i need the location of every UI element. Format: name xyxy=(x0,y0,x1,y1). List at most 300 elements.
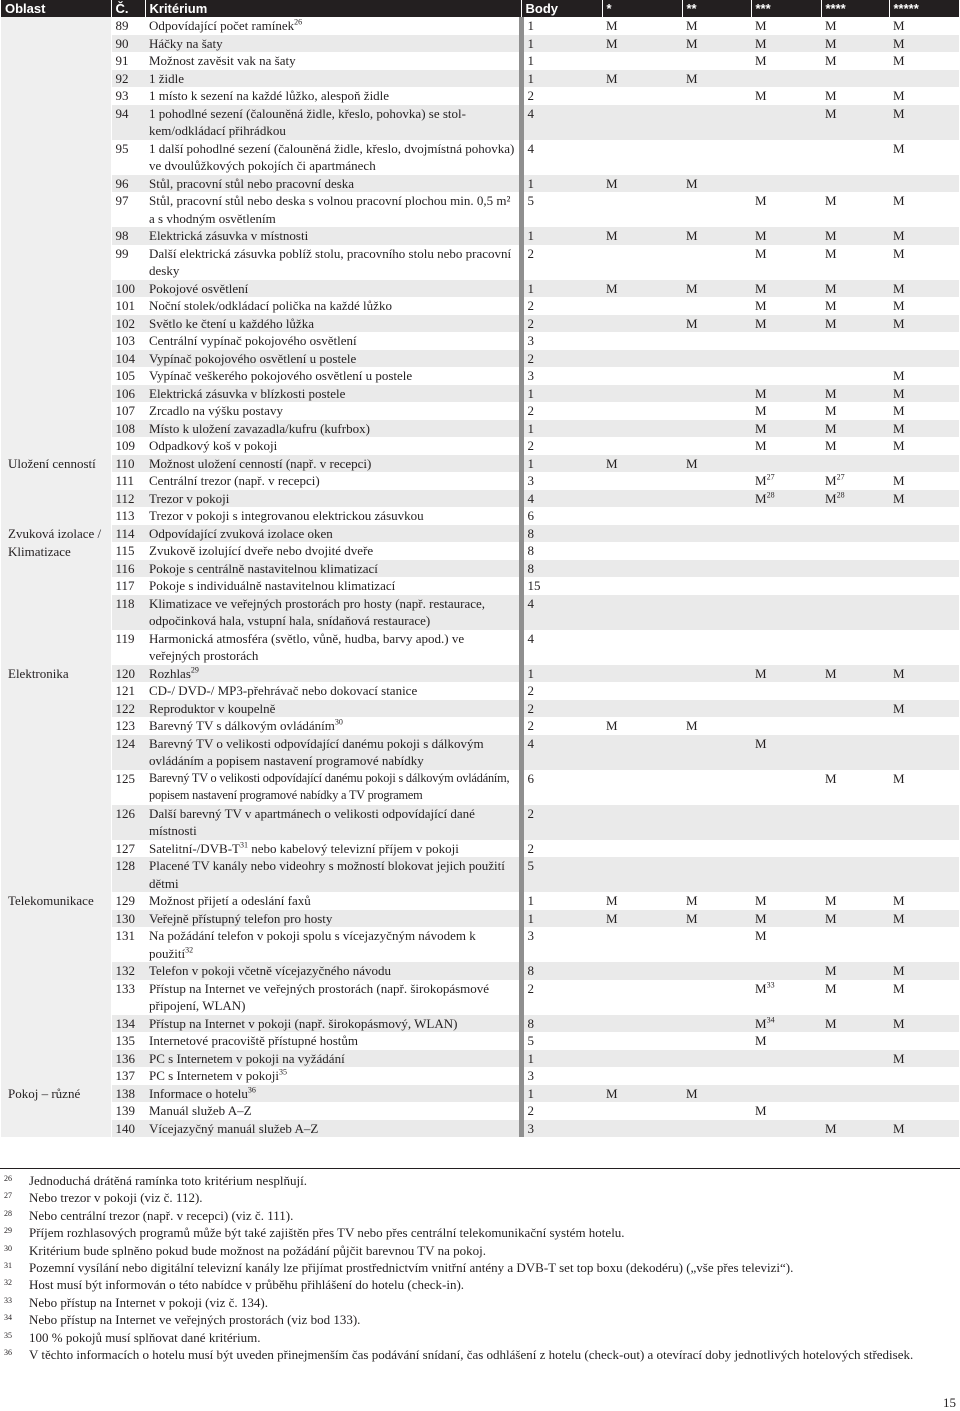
star-1-requirement xyxy=(602,1015,682,1033)
footnote xyxy=(0,1276,955,1293)
star-5-requirement-text: M xyxy=(893,35,905,51)
criterion-number xyxy=(111,962,145,980)
star-5-requirement xyxy=(889,542,959,560)
star-5-requirement xyxy=(889,175,959,193)
star-4-requirement xyxy=(821,1015,889,1033)
footnote-rule xyxy=(0,1168,960,1169)
criterion-text xyxy=(145,455,521,473)
points-cell-text: 1 xyxy=(527,280,534,296)
criterion-text-text: Háčky na šaty xyxy=(149,35,223,51)
criterion-number xyxy=(111,420,145,438)
points-cell xyxy=(521,962,602,980)
star-3-requirement xyxy=(751,665,821,683)
star-1-requirement xyxy=(602,962,682,980)
criterion-text xyxy=(145,192,521,227)
star-3-requirement-text: M xyxy=(755,665,767,681)
star-5-requirement xyxy=(889,525,959,543)
star-3-requirement-text: M xyxy=(755,420,767,436)
star-5-requirement-text: M xyxy=(893,665,905,681)
table-row xyxy=(1,700,959,718)
star-3-requirement xyxy=(751,927,821,962)
criterion-number-text: 114 xyxy=(115,525,135,541)
criterion-number-text: 89 xyxy=(115,18,129,33)
footnote-ref: 30 xyxy=(334,717,343,727)
star-4-requirement xyxy=(821,595,889,630)
criterion-number xyxy=(111,17,145,35)
criterion-text xyxy=(145,490,521,508)
criterion-text xyxy=(145,402,521,420)
criterion-text xyxy=(145,385,521,403)
star-5-requirement xyxy=(889,455,959,473)
table-row xyxy=(1,962,959,980)
star-1-requirement xyxy=(602,700,682,718)
table-row xyxy=(1,245,959,280)
star-3-requirement xyxy=(751,402,821,420)
star-5-requirement xyxy=(889,682,959,700)
points-cell-text: 2 xyxy=(527,315,534,331)
criterion-number xyxy=(111,1015,145,1033)
star-5-requirement-text: M xyxy=(893,473,905,488)
points-cell xyxy=(521,297,602,315)
table-row xyxy=(1,280,959,298)
table-row xyxy=(1,52,959,70)
criterion-number-text: 136 xyxy=(115,1050,135,1066)
star-2-requirement xyxy=(682,735,751,770)
points-cell xyxy=(521,525,602,543)
points-cell xyxy=(521,980,602,1015)
table-row xyxy=(1,770,959,805)
star-2-requirement xyxy=(682,332,751,350)
star-2-requirement xyxy=(682,595,751,630)
criterion-number xyxy=(111,630,145,665)
criterion-number xyxy=(111,87,145,105)
star-3-requirement xyxy=(751,175,821,193)
points-cell xyxy=(521,175,602,193)
points-cell xyxy=(521,1085,602,1103)
points-cell-text: 1 xyxy=(527,1085,534,1101)
points-cell xyxy=(521,245,602,280)
points-cell-text: 3 xyxy=(527,473,534,488)
star-4-requirement xyxy=(821,857,889,892)
star-3-requirement xyxy=(751,315,821,333)
star-3-requirement xyxy=(751,962,821,980)
criterion-number xyxy=(111,507,145,525)
star-5-requirement xyxy=(889,87,959,105)
star-2-requirement xyxy=(682,245,751,280)
star-1-requirement-text: M xyxy=(606,910,618,926)
star-5-requirement-text: M xyxy=(893,385,905,401)
star-4-requirement-text: M xyxy=(825,473,837,488)
points-cell-text: 2 xyxy=(527,350,534,366)
criterion-text xyxy=(145,700,521,718)
criterion-text-text: Reproduktor v koupelně xyxy=(149,700,276,716)
star-2-requirement xyxy=(682,297,751,315)
star-3-requirement xyxy=(751,455,821,473)
star-4-requirement-text: M xyxy=(825,438,837,453)
header-star-4: **** xyxy=(821,0,889,17)
points-cell xyxy=(521,52,602,70)
points-cell-text: 1 xyxy=(527,455,534,471)
star-4-requirement xyxy=(821,542,889,560)
star-1-requirement xyxy=(602,455,682,473)
star-2-requirement-text: M xyxy=(686,175,698,191)
star-5-requirement xyxy=(889,70,959,88)
criterion-number-text: 92 xyxy=(115,70,129,86)
points-cell xyxy=(521,1067,602,1085)
star-5-requirement-text: M xyxy=(893,420,905,436)
criterion-number xyxy=(111,227,145,245)
criterion-number xyxy=(111,192,145,227)
star-2-requirement xyxy=(682,472,751,490)
footnote-number: 29 xyxy=(4,1226,12,1236)
star-4-requirement-text: M xyxy=(825,53,837,68)
star-4-requirement xyxy=(821,350,889,368)
star-2-requirement xyxy=(682,542,751,560)
footnote-ref: 28 xyxy=(766,490,775,500)
points-cell-text: 2 xyxy=(527,805,534,821)
table-row xyxy=(1,490,959,508)
star-1-requirement xyxy=(602,70,682,88)
criterion-text-text: Telefon v pokoji včetně vícejazyčného návodu xyxy=(149,963,392,978)
footnote xyxy=(0,1242,955,1259)
footnote xyxy=(0,1311,955,1328)
star-1-requirement xyxy=(602,927,682,962)
criterion-text xyxy=(145,525,521,543)
star-3-requirement xyxy=(751,1032,821,1050)
table-row xyxy=(1,1015,959,1033)
star-5-requirement xyxy=(889,245,959,280)
star-3-requirement xyxy=(751,717,821,735)
footnote-ref: 34 xyxy=(766,1015,775,1025)
star-3-requirement-text: M xyxy=(755,1015,767,1031)
star-3-requirement xyxy=(751,595,821,630)
star-5-requirement-text: M xyxy=(893,700,905,716)
points-cell-text: 1 xyxy=(527,228,534,243)
star-1-requirement xyxy=(602,490,682,508)
star-3-requirement-text: M xyxy=(755,315,767,331)
footnote-text: Host musí být informován o této nabídce v průběhu přihlášení do hotelu (check-in). xyxy=(29,1277,465,1293)
table-row xyxy=(1,1102,959,1120)
star-4-requirement-text: M xyxy=(825,403,837,418)
star-5-requirement xyxy=(889,560,959,578)
star-1-requirement xyxy=(602,560,682,578)
star-3-requirement xyxy=(751,1120,821,1138)
points-cell xyxy=(521,630,602,665)
criterion-text-text: Placené TV kanály nebo videohry s možností blokovat jejich použití dětmi xyxy=(149,858,505,891)
table-row xyxy=(1,1032,959,1050)
criterion-number xyxy=(111,332,145,350)
star-5-requirement-text: M xyxy=(893,490,905,506)
criterion-number xyxy=(111,1102,145,1120)
table-row xyxy=(1,1085,959,1103)
star-3-requirement-text: M xyxy=(755,245,767,261)
criterion-number xyxy=(111,805,145,840)
star-4-requirement xyxy=(821,17,889,35)
points-cell xyxy=(521,1102,602,1120)
points-cell xyxy=(521,490,602,508)
points-cell xyxy=(521,770,602,805)
star-1-requirement-text: M xyxy=(606,70,618,86)
criterion-text-text: Odpovídající zvuková izolace oken xyxy=(149,525,333,541)
criterion-text xyxy=(145,857,521,892)
criterion-number-text: 133 xyxy=(115,980,135,996)
table-row xyxy=(1,437,959,455)
star-4-requirement xyxy=(821,402,889,420)
criterion-text xyxy=(145,1032,521,1050)
star-3-requirement-text: M xyxy=(755,980,767,996)
criterion-text xyxy=(145,35,521,53)
criterion-number-text: 99 xyxy=(115,245,129,261)
footnote-number: 32 xyxy=(4,1278,12,1288)
star-2-requirement-text: M xyxy=(686,70,698,86)
criterion-number-text: 116 xyxy=(115,560,135,576)
criterion-text xyxy=(145,140,521,175)
star-5-requirement-text: M xyxy=(893,245,905,261)
star-1-requirement xyxy=(602,717,682,735)
points-cell-text: 15 xyxy=(527,578,541,593)
criterion-number xyxy=(111,542,145,560)
star-3-requirement xyxy=(751,507,821,525)
criterion-text-cont: nebo kabelový televizní příjem v pokoji xyxy=(248,840,459,856)
star-2-requirement xyxy=(682,717,751,735)
star-2-requirement xyxy=(682,1067,751,1085)
star-4-requirement-text: M xyxy=(825,910,837,926)
star-3-requirement xyxy=(751,490,821,508)
criterion-number-text: 91 xyxy=(115,53,129,68)
criterion-number xyxy=(111,1032,145,1050)
points-cell-text: 2 xyxy=(527,245,534,261)
criterion-text-text: Pokoje s individuálně nastavitelnou klimatizací xyxy=(149,578,396,593)
points-cell-text: 2 xyxy=(527,980,534,996)
star-2-requirement xyxy=(682,385,751,403)
criterion-text-text: 1 židle xyxy=(149,70,185,86)
footnote-ref: 31 xyxy=(240,840,248,850)
criterion-number-text: 117 xyxy=(115,578,135,593)
criterion-number xyxy=(111,735,145,770)
criterion-text-text: Pokojové osvětlení xyxy=(149,280,249,296)
table-row xyxy=(1,192,959,227)
points-cell xyxy=(521,140,602,175)
criterion-text-text: Pokoje s centrálně nastavitelnou klimatizací xyxy=(149,560,378,576)
criterion-text xyxy=(145,910,521,928)
points-cell-text: 2 xyxy=(527,700,534,716)
criterion-number xyxy=(111,490,145,508)
star-3-requirement xyxy=(751,980,821,1015)
star-4-requirement xyxy=(821,1120,889,1138)
table-header-row xyxy=(1,0,959,17)
star-1-requirement xyxy=(602,525,682,543)
footnote-ref: 27 xyxy=(766,472,775,482)
star-2-requirement xyxy=(682,1085,751,1103)
star-2-requirement xyxy=(682,315,751,333)
star-3-requirement xyxy=(751,910,821,928)
criterion-number xyxy=(111,105,145,140)
star-4-requirement xyxy=(821,227,889,245)
points-cell-text: 8 xyxy=(527,1015,534,1031)
header-star-2: ** xyxy=(682,0,751,17)
criterion-number-text: 103 xyxy=(115,333,135,348)
star-1-requirement xyxy=(602,857,682,892)
footnote xyxy=(0,1189,955,1206)
star-2-requirement xyxy=(682,892,751,910)
star-5-requirement xyxy=(889,105,959,140)
points-cell-text: 1 xyxy=(527,18,534,33)
star-5-requirement xyxy=(889,35,959,53)
star-5-requirement xyxy=(889,770,959,805)
criterion-number-text: 120 xyxy=(115,665,135,681)
star-3-requirement xyxy=(751,735,821,770)
star-1-requirement xyxy=(602,542,682,560)
criterion-text xyxy=(145,1102,521,1120)
points-cell xyxy=(521,350,602,368)
criterion-number xyxy=(111,577,145,595)
star-5-requirement xyxy=(889,385,959,403)
star-5-requirement xyxy=(889,402,959,420)
criterion-number-text: 127 xyxy=(115,840,135,856)
criterion-text xyxy=(145,1120,521,1138)
star-5-requirement xyxy=(889,472,959,490)
star-3-requirement xyxy=(751,297,821,315)
star-4-requirement xyxy=(821,280,889,298)
points-cell xyxy=(521,735,602,770)
star-3-requirement xyxy=(751,1102,821,1120)
star-4-requirement xyxy=(821,910,889,928)
star-2-requirement xyxy=(682,630,751,665)
criterion-text xyxy=(145,735,521,770)
criterion-text xyxy=(145,227,521,245)
criterion-number xyxy=(111,1120,145,1138)
criterion-text xyxy=(145,297,521,315)
criterion-text xyxy=(145,70,521,88)
star-3-requirement xyxy=(751,630,821,665)
star-1-requirement-text: M xyxy=(606,18,618,33)
star-4-requirement xyxy=(821,962,889,980)
star-1-requirement xyxy=(602,280,682,298)
star-2-requirement xyxy=(682,1050,751,1068)
star-2-requirement xyxy=(682,105,751,140)
star-2-requirement xyxy=(682,805,751,840)
star-1-requirement xyxy=(602,630,682,665)
criterion-text xyxy=(145,892,521,910)
star-5-requirement-text: M xyxy=(893,228,905,243)
criterion-number xyxy=(111,140,145,175)
criterion-number xyxy=(111,1050,145,1068)
table-row xyxy=(1,35,959,53)
star-5-requirement xyxy=(889,700,959,718)
criterion-number-text: 112 xyxy=(115,490,135,506)
criterion-number xyxy=(111,1067,145,1085)
star-1-requirement xyxy=(602,35,682,53)
star-5-requirement xyxy=(889,735,959,770)
criterion-text-text: Vypínač veškerého pokojového osvětlení u postele xyxy=(149,368,413,383)
star-3-requirement xyxy=(751,245,821,280)
criterion-text-text: Rozhlas xyxy=(149,665,191,681)
points-cell-text: 2 xyxy=(527,438,534,453)
criterion-number xyxy=(111,297,145,315)
star-5-requirement xyxy=(889,630,959,665)
table-row xyxy=(1,87,959,105)
points-cell xyxy=(521,105,602,140)
star-5-requirement xyxy=(889,490,959,508)
points-cell xyxy=(521,455,602,473)
points-cell xyxy=(521,560,602,578)
criterion-text xyxy=(145,175,521,193)
footnote-number: 27 xyxy=(4,1191,12,1201)
star-4-requirement-text: M xyxy=(825,893,837,908)
criterion-number xyxy=(111,367,145,385)
criterion-text-text: PC s Internetem v pokoji na vyžádání xyxy=(149,1050,345,1066)
footnote xyxy=(0,1329,955,1346)
criterion-text-text: Přístup na Internet v pokoji (např. širokopásmový, WLAN) xyxy=(149,1015,458,1031)
star-3-requirement xyxy=(751,420,821,438)
star-5-requirement-text: M xyxy=(893,403,905,418)
star-2-requirement-text: M xyxy=(686,910,698,926)
table-row xyxy=(1,297,959,315)
star-4-requirement xyxy=(821,700,889,718)
star-2-requirement xyxy=(682,910,751,928)
star-4-requirement-text: M xyxy=(825,88,837,103)
star-4-requirement xyxy=(821,682,889,700)
star-4-requirement-text: M xyxy=(825,665,837,681)
star-5-requirement xyxy=(889,297,959,315)
star-5-requirement-text: M xyxy=(893,193,905,208)
star-4-requirement xyxy=(821,420,889,438)
criterion-text-text: Místo k uložení zavazadla/kufru (kufrbox) xyxy=(149,420,370,436)
star-4-requirement-text: M xyxy=(825,280,837,296)
star-1-requirement xyxy=(602,1085,682,1103)
points-cell xyxy=(521,840,602,858)
star-3-requirement xyxy=(751,1085,821,1103)
criterion-number-text: 132 xyxy=(115,963,135,978)
star-4-requirement xyxy=(821,1050,889,1068)
star-3-requirement-text: M xyxy=(755,193,767,208)
star-5-requirement xyxy=(889,980,959,1015)
criterion-number xyxy=(111,840,145,858)
star-5-requirement-text: M xyxy=(893,1050,905,1066)
criterion-text-text: Vícejazyčný manuál služeb A–Z xyxy=(149,1120,319,1136)
star-5-requirement xyxy=(889,892,959,910)
footnote xyxy=(0,1224,955,1241)
star-1-requirement xyxy=(602,1120,682,1138)
criterion-number-text: 109 xyxy=(115,438,135,453)
star-5-requirement-text: M xyxy=(893,1120,905,1136)
table-row xyxy=(1,665,959,683)
points-cell xyxy=(521,87,602,105)
star-1-requirement xyxy=(602,385,682,403)
points-cell xyxy=(521,805,602,840)
criterion-text-text: Harmonická atmosféra (světlo, vůně, hudba, barvy apod.) ve veřejných prostorách xyxy=(149,630,465,663)
star-5-requirement-text: M xyxy=(893,438,905,453)
criterion-text-text: Světlo ke čtení u každého lůžka xyxy=(149,315,314,331)
table-row xyxy=(1,805,959,840)
table-row xyxy=(1,140,959,175)
points-cell-text: 3 xyxy=(527,333,534,348)
criterion-text-text: Stůl, pracovní stůl nebo deska s volnou pracovní plochou min. 0,5 m² a s vhodným osvětlením xyxy=(149,193,511,226)
star-2-requirement xyxy=(682,840,751,858)
star-2-requirement-text: M xyxy=(686,1085,698,1101)
footnote-text: Nebo centrální trezor (např. v recepci) (viz č. 111). xyxy=(29,1207,294,1223)
star-2-requirement-text: M xyxy=(686,280,698,296)
criterion-number xyxy=(111,717,145,735)
star-4-requirement xyxy=(821,455,889,473)
star-1-requirement xyxy=(602,892,682,910)
star-4-requirement xyxy=(821,297,889,315)
star-2-requirement xyxy=(682,857,751,892)
star-3-requirement xyxy=(751,70,821,88)
criterion-text xyxy=(145,665,521,683)
table-row xyxy=(1,857,959,892)
criterion-number xyxy=(111,280,145,298)
